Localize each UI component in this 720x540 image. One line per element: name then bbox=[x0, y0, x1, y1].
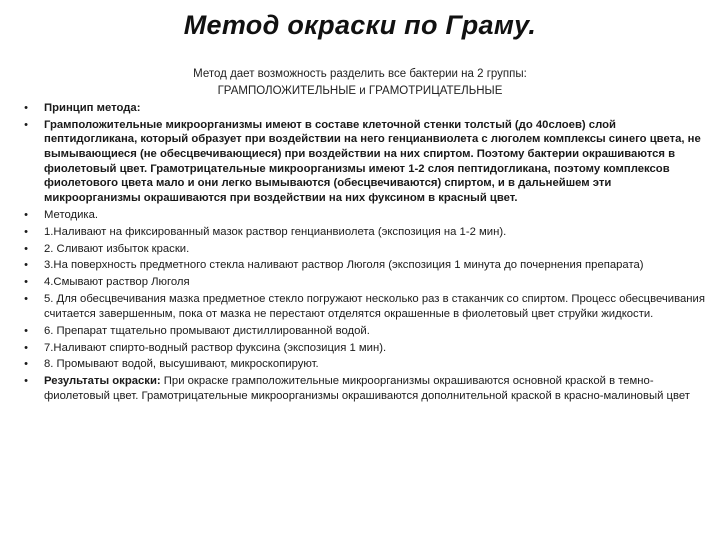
list-item-step-1 bbox=[20, 225, 710, 240]
list-item-step-6 bbox=[20, 324, 710, 339]
bullet-icon: • bbox=[24, 293, 28, 306]
bullet-icon: • bbox=[24, 324, 28, 337]
bullet-icon: • bbox=[24, 375, 28, 388]
list-item-results bbox=[20, 374, 710, 403]
list-item-step-2 bbox=[20, 242, 710, 257]
step-4-text: 4.Смывают раствор Люголя bbox=[44, 276, 190, 289]
explanation-text: Грамположительные микроорганизмы имеют в составе клеточной стенки толстый (до 40слоев) слой пептидогликана, который образует при воздействии на него генцианвиолета с люголем комплексы синего цвета, не вымывающиеся (не обесцвечивающиеся) при воздействии на них спиртом. Поэтому бактерии окрашиваются в фиолетовый цвет. Грамотрицательные микроорганизмы имеют 1-2 слоя пептидогликана, поэтому комплексов фиолетового цвета мало и они легко вымываются (обесцвечиваются) спиртом, и в дальнейшем эти микроорганизмы окрашиваются при воздействии на них фуксином в красный цвет. bbox=[44, 118, 701, 204]
bullet-icon: • bbox=[24, 341, 28, 354]
list-item-method bbox=[20, 208, 710, 223]
bullet-icon: • bbox=[24, 225, 28, 238]
step-2-text: 2. Сливают избыток краски. bbox=[44, 242, 190, 255]
intro-line-2: ГРАМПОЛОЖИТЕЛЬНЫЕ и ГРАМОТРИЦАТЕЛЬНЫЕ bbox=[217, 85, 503, 97]
bullet-icon: • bbox=[24, 242, 28, 255]
list-item-step-4 bbox=[20, 275, 710, 290]
intro-line-1: Метод дает возможность разделить все бактерии на 2 группы: bbox=[193, 68, 527, 80]
step-5-text: 5. Для обесцвечивания мазка предметное стекло погружают несколько раз в стаканчик со спиртом. Процесс обесцвечивания считается завершенным, пока от мазка не перестают отделятся окрашенные в фиолетовый цвет струйки жидкости. bbox=[44, 293, 705, 320]
list-item-step-3 bbox=[20, 258, 710, 273]
list-item-principle bbox=[20, 101, 710, 116]
step-3-text: 3.На поверхность предметного стекла наливают раствор Люголя (экспозиция 1 минута до почернения препарата) bbox=[44, 259, 644, 272]
step-7-text: 7.Наливают спирто-водный раствор фуксина (экспозиция 1 мин). bbox=[44, 341, 387, 354]
step-1-text: 1.Наливают на фиксированный мазок раствор генцианвиолета (экспозиция на 1-2 мин). bbox=[44, 225, 507, 238]
list-item-explanation bbox=[20, 118, 710, 206]
bullet-icon: • bbox=[24, 358, 28, 371]
bullet-icon: • bbox=[24, 118, 28, 131]
method-heading: Методика. bbox=[44, 208, 99, 221]
step-6-text: 6. Препарат тщательно промывают дистиллированной водой. bbox=[44, 324, 370, 337]
content-list bbox=[20, 101, 710, 406]
list-item-step-8 bbox=[20, 357, 710, 372]
bullet-icon: • bbox=[24, 102, 28, 114]
results-label: Результаты окраски: bbox=[44, 375, 161, 388]
principle-heading: Принцип метода: bbox=[44, 102, 141, 114]
results-text: При окраске грамположительные микроорганизмы окрашиваются основной краской в темно-фиолетовый цвет. Грамотрицательные микроорганизмы окрашиваются дополнительной краской в красно-малиновый цвет bbox=[44, 375, 690, 402]
bullet-icon: • bbox=[24, 208, 28, 221]
step-8-text: 8. Промывают водой, высушивают, микроскопируют. bbox=[44, 358, 319, 371]
slide-title: Метод окраски по Граму. bbox=[183, 10, 537, 40]
bullet-icon: • bbox=[24, 276, 28, 289]
intro-text bbox=[140, 66, 580, 100]
bullet-icon: • bbox=[24, 259, 28, 272]
list-item-step-7 bbox=[20, 341, 710, 356]
list-item-step-5 bbox=[20, 292, 710, 321]
